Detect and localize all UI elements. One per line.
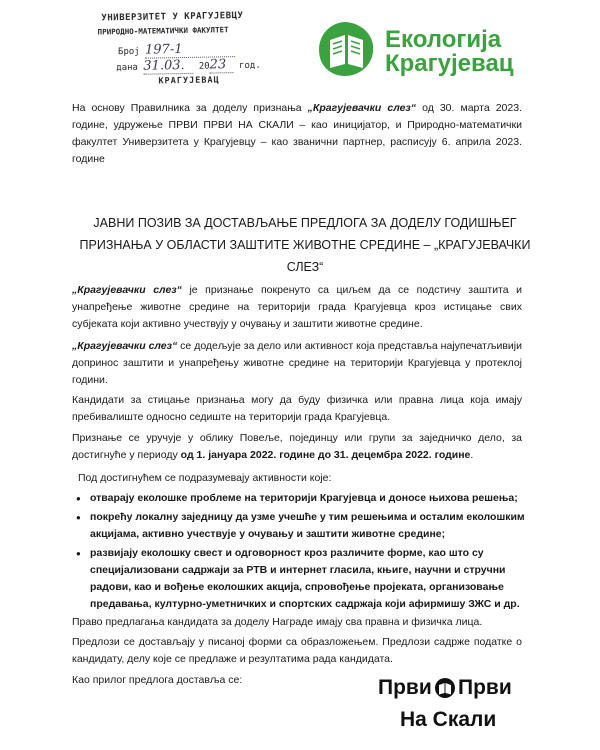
awarded-for-text: се додељује за дело или активност која представља најупечатљивији допринос заштити и унапређењу животне средине на територији Крагујевца у протеклој години. xyxy=(72,340,522,386)
paragraph-attachment: Као прилог предлога доставља се: xyxy=(72,674,243,686)
stamp-university: УНИВЕРЗИТЕТ У КРАГУЈЕВЦУ xyxy=(101,10,244,24)
registry-stamp xyxy=(95,10,272,93)
prvi-prvi-na-skali-logo xyxy=(378,676,528,738)
title-line1: ЈАВНИ ПОЗИВ ЗА ДОСТАВЉАЊЕ ПРЕДЛОГА ЗА ДОДЕЛУ ГОДИШЊЕГ xyxy=(93,216,517,230)
intro-text-end: од 30. марта 2023. године, удружење ПРВИ ПРВИ НА СКАЛИ – као иницијатор, и Природно-математички факултет Универзитета у Крагујевцу – као званични партнер, расписују 6. априла 2023. године xyxy=(72,102,522,165)
list-item: ● покрећу локалну заједницу да узме учешће у тим решењима и осталим еколошким акцијама, активно учествује у очувању и заштити животне средине; xyxy=(72,509,532,543)
paragraph-purpose xyxy=(72,282,522,333)
paragraph-period xyxy=(72,430,522,464)
scale-book-icon xyxy=(434,677,456,699)
stamp-faculty: ПРИРОДНО-МАТЕМАТИЧКИ ФАКУЛТЕТ xyxy=(97,25,229,37)
ekologija-kragujevac-logo xyxy=(315,20,545,80)
stamp-year-prefix: 20 xyxy=(198,61,210,72)
stamp-date-value: 31.03. xyxy=(143,58,193,75)
logo-prvi-word2: Први xyxy=(458,676,512,699)
period-text-start: Признање се уручује у облику Повеље, појединцу или групи за заједничко дело, за достигнуће у периоду xyxy=(72,432,522,461)
stamp-year-suffix: год. xyxy=(238,60,261,72)
title-line2: ПРИЗНАЊА У ОБЛАСТИ ЗАШТИТЕ ЖИВОТНЕ СРЕДИНЕ – „КРАГУЈЕВАЧКИ СЛЕЗ“ xyxy=(79,238,531,274)
achievement-list xyxy=(72,490,532,615)
logo-prvi-word1: Први xyxy=(378,676,432,699)
list-item: ● развијају еколошку свест и одговорност кроз различите форме, као што су специјализовани садржаји за РТВ и интернет гласила, књиге, научни и стручни радови, као и вођење еколошких акција, спровођење пројеката, организовање предавања, културно-уметничких и спортских садржаја који афирмишу ЗЖС и др. xyxy=(72,545,532,613)
intro-paragraph xyxy=(72,100,522,168)
page-title xyxy=(70,212,540,278)
paragraph-submission-form: Предлози се достављају у писаној форми са образложењем. Предлози садрже податке о кандидату, делу које се предлаже и резултатима рада кандидата. xyxy=(72,636,522,665)
purpose-award-name: „Крагујевачки слез“ xyxy=(72,284,182,296)
logo-eko-line2: Крагујевац xyxy=(385,50,514,77)
intro-award-name: „Крагујевачки слез“ xyxy=(307,102,417,114)
logo-eko-line1: Екологија xyxy=(385,26,502,53)
period-text-end: . xyxy=(470,449,474,461)
list-item: ● отварају еколошке проблеме на територији Крагујевца и доносе њихова решења; xyxy=(72,490,532,507)
purpose-text: је признање покренуто са циљем да се подстичу заштита и унапређење животне средине на територији града Крагујевца кроз истицање свих субјеката који активно учествују у очувању и заштити животне средине. xyxy=(72,284,523,330)
awarded-for-award-name: „Крагујевачки слез“ xyxy=(72,340,178,352)
list-intro: Под достигнућем се подразумевају активности које: xyxy=(78,472,332,484)
stamp-number-value: 197-1 xyxy=(145,41,235,59)
logo-prvi-line2: На Скали xyxy=(400,708,497,731)
stamp-city: КРАГУЈЕВАЦ xyxy=(158,75,220,87)
paragraph-candidates: Кандидати за стицање признања могу да буду физичка или правна лица која имају пребивалиште односно седиште на територији града Крагујевца. xyxy=(72,394,522,423)
stamp-year-value: 23 xyxy=(209,57,233,73)
stamp-date-row xyxy=(116,57,261,76)
intro-text-start: На основу Правилника за доделу признања xyxy=(72,102,308,114)
leaf-book-icon xyxy=(315,20,377,78)
paragraph-nomination-right: Право предлагања кандидата за доделу Награде имају сва правна и физичка лица. xyxy=(72,616,483,628)
stamp-date-label: дана xyxy=(116,62,139,74)
stamp-number-label: Број xyxy=(117,46,140,58)
period-dates: од 1. јануара 2022. године до 31. децембра 2022. године xyxy=(180,449,471,461)
paragraph-awarded-for xyxy=(72,338,522,389)
